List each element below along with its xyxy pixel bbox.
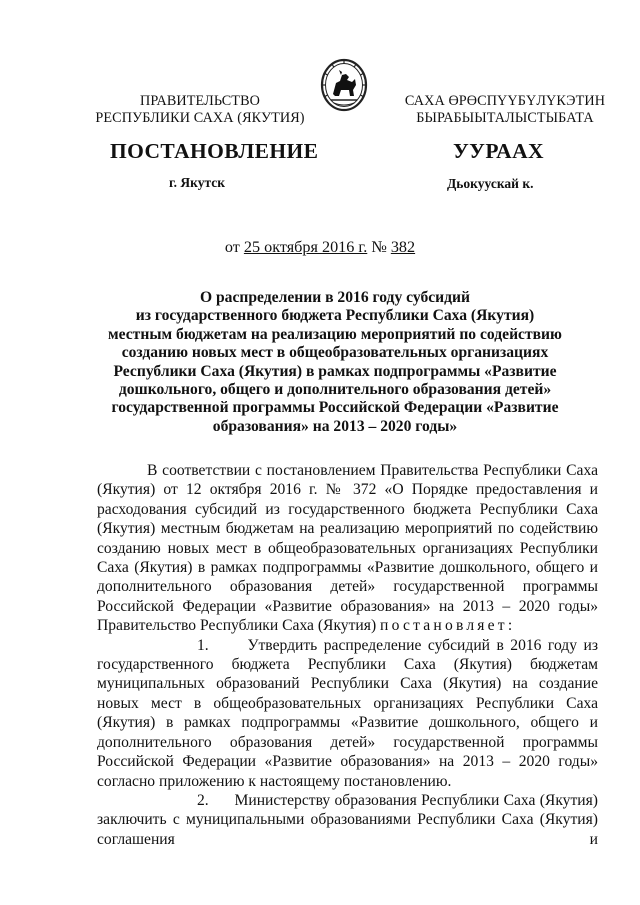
title-line: государственной программы Российской Федерации «Развитие: [111, 399, 559, 417]
item-2-text: Министерству образования Республики Саха (Якутия) заключить с муниципальными образованиями Республики Саха (Якутия) соглашения и: [97, 791, 598, 848]
decree-word: постановляет:: [380, 617, 516, 635]
document-title: [80, 289, 590, 436]
title-line: созданию новых мест в общеобразовательных организациях: [121, 344, 549, 362]
title-line: из государственного бюджета Республики Саха (Якутия): [135, 307, 535, 325]
preamble-text: В соответствии с постановлением Правительства Республики Саха (Якутия) от 12 октября 2016 г. № 372 «О Порядке предоставления и расходования субсидий из государственного бюджета Республики Саха (Якутия) местным бюджетам на реализацию мероприятий по содействию созданию новых мест в общеобразовательных организациях Республики Саха (Якутия) в рамках подпрограммы «Развитие дошкольного, общего и дополнительного образования детей» государственной программы Российской Федерации «Развитие образования» на 2013 – 2020 годы» Правительство Республики Саха (Якутия): [97, 462, 598, 635]
item-1-paragraph: [97, 636, 598, 791]
coat-of-arms-icon: [319, 56, 369, 114]
government-name-sah: [380, 93, 630, 127]
title-line: дошкольного, общего и дополнительного образования детей»: [118, 381, 552, 399]
title-line: О распределении в 2016 году субсидий: [199, 289, 471, 306]
city-ru: г. Якутск: [169, 175, 226, 190]
item-1-text: Утвердить распределение субсидий в 2016 году из государственного бюджета Республики Саха (Якутия) бюджетам муниципальных образований Республики Саха (Якутия) на создание новых мест в общеобразовательных организациях Республики Саха (Якутия) в рамках подпрограммы «Развитие дошкольного, общего и дополнительного образования детей» государственной программы Российской Федерации «Развитие образования» на 2013 – 2020 годы» согласно приложению к настоящему постановлению.: [97, 636, 598, 790]
date-prefix: от: [224, 238, 244, 256]
document-date-line: [0, 237, 640, 257]
government-name-sah-line1: САХА ӨРӨСПҮҮБҮЛҮКЭТИН: [404, 93, 606, 109]
government-name-ru: [75, 93, 325, 127]
preamble-paragraph: [97, 461, 598, 636]
document-body: [97, 461, 598, 849]
government-name-ru-line1: ПРАВИТЕЛЬСТВО: [140, 93, 260, 109]
number-label: №: [367, 238, 391, 256]
document-date: 25 октября 2016 г.: [243, 238, 368, 256]
item-2-paragraph: [97, 791, 598, 849]
document-type-sah: УУРААХ: [453, 139, 544, 163]
government-name-ru-line2: РЕСПУБЛИКИ САХА (ЯКУТИЯ): [95, 110, 305, 126]
city-sah: Дьокуускай к.: [447, 176, 534, 191]
document-type-ru: ПОСТАНОВЛЕНИЕ: [110, 139, 319, 163]
item-2-number: 2.: [197, 791, 209, 809]
government-name-sah-line2: БЫРАБЫЫТАЛЫСТЫБАТА: [416, 110, 594, 126]
document-number: 382: [390, 238, 416, 256]
title-line: образования» на 2013 – 2020 годы»: [212, 417, 458, 435]
title-line: Республики Саха (Якутия) в рамках подпрограммы «Развитие: [113, 362, 557, 380]
item-1-number: 1.: [197, 636, 209, 654]
title-line: местным бюджетам на реализацию мероприятий по содействию: [108, 325, 562, 343]
